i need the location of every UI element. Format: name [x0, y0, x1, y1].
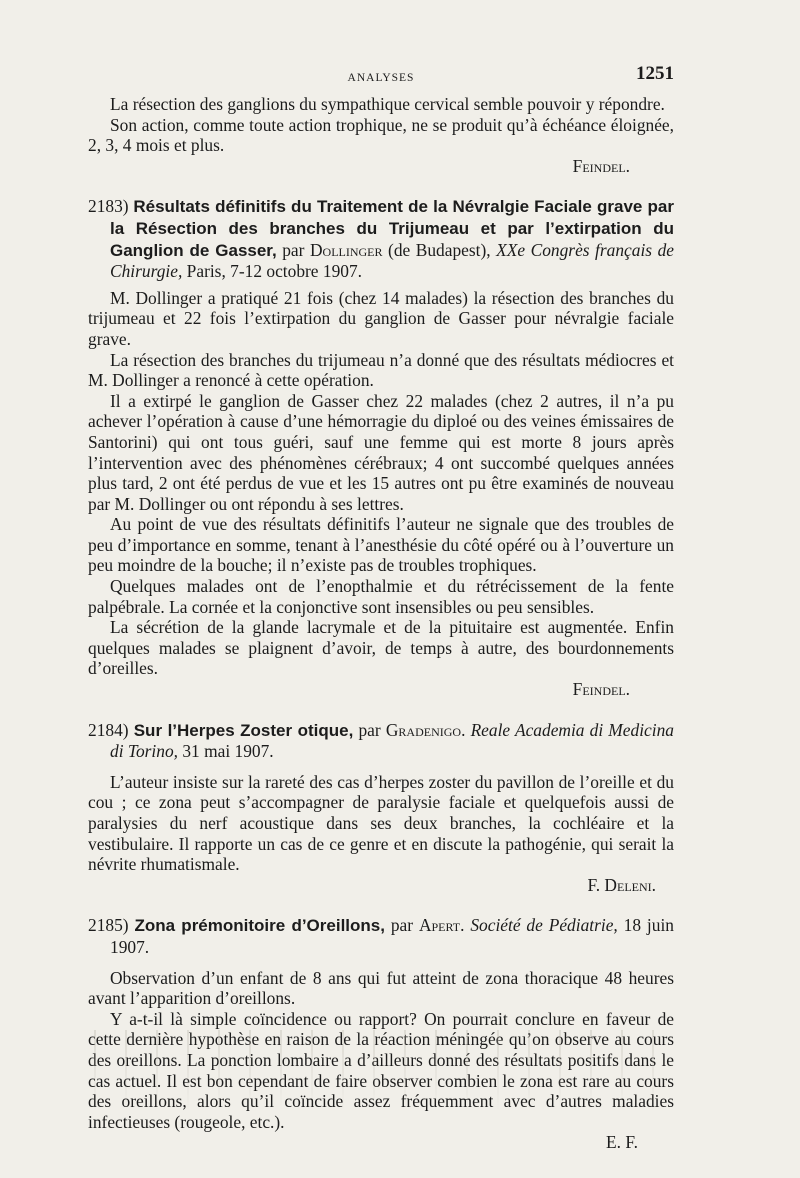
abstract-entry-2183 — [88, 196, 674, 699]
entry-paragraph: Quelques malades ont de l’enopthalmie et du rétrécissement de la fente palpébrale. La cornée et la conjonctive sont insensibles ou peu sensibles. — [88, 576, 674, 617]
entry-paragraph: L’auteur insiste sur la rareté des cas d’herpes zoster du pavillon de l’oreille et du cou ; ce zona peut s’accompagner de paralysie faciale et quelquefois aussi de paralysies du nerf acoustique dans ses deux branches, la cochléaire et la vestibulaire. Il rapporte un cas de ce genre et en discute la pathogénie, qui serait la névrite rhumatismale. — [88, 771, 674, 875]
abstract-entry-2184 — [88, 720, 674, 896]
entry-paragraph: La résection des branches du trijumeau n’a donné que des résultats médiocres et M. Dollinger a renoncé à cette opération. — [88, 349, 674, 391]
entry-date: Paris, 7-12 octobre 1907. — [186, 261, 362, 282]
entry-number: 2185) — [88, 915, 129, 936]
entry-source: Société de Pédiatrie, — [470, 915, 618, 936]
entry-by: par — [282, 239, 305, 260]
running-title: ANALYSES — [347, 72, 415, 84]
entry-title: Zona prémonitoire d’Oreillons, — [134, 916, 385, 936]
entry-signature: E. F. — [606, 1132, 638, 1153]
entry-by: par — [390, 915, 414, 936]
entry-signature: F. Deleni. — [587, 874, 656, 895]
entry-paragraph: Observation d’un enfant de 8 ans qui fut atteint de zona thoracique 48 heures avant l’apparition d’oreillons. — [88, 967, 674, 1009]
entry-number: 2183) — [88, 196, 129, 217]
entry-paragraph: Au point de vue des résultats définitifs l’auteur ne signale que des troubles de peu d’importance en somme, tenant à l’anesthésie du côté opéré ou à l’ouverture un peu moindre de la bouche; il n’existe pas de troubles trophiques. — [88, 514, 674, 576]
entry-paragraph: Y a-t-il là simple coïncidence ou rapport? On pourrait conclure en faveur de cette dernière hypothèse en raison de la réaction méningée qu’on observe au cours des oreillons. La ponction lombaire a d’ailleurs donné des résultats positifs dans le cas actuel. Il est bon cependant de faire observer combien le zona est rare au cours des oreillons, alors qu’il coïncide assez fréquemment avec d’autres maladies infectieuses (rougeole, etc.). — [88, 1008, 674, 1132]
entry-source: Reale Academia di Medicina di Torino, — [110, 719, 674, 762]
entry-by: par — [358, 719, 381, 740]
entry-signature-row — [88, 679, 674, 700]
entry-date: 18 juin 1907. — [110, 915, 674, 957]
intro-line-2: Son action, comme toute action trophique, ne se produit qu’à échéance éloignée, 2, 3, 4 mois et plus. — [88, 114, 674, 156]
page-number: 1251 — [636, 63, 674, 84]
entry-heading — [88, 196, 674, 281]
intro-line-1: La résection des ganglions du sympathique cervical semble pouvoir y répondre. — [110, 94, 665, 114]
intro-signature: Feindel. — [572, 155, 630, 176]
text-column — [88, 62, 674, 1153]
entry-number: 2184) — [88, 719, 129, 740]
entry-signature-row — [88, 875, 674, 896]
entry-affiliation: (de Budapest), — [388, 239, 491, 260]
show-through-texture — [80, 1030, 680, 1110]
entry-title: Résultats définitifs du Traitement de la Névralgie Faciale grave par la Résection des branches du Trijumeau et par l’extirpation du Ganglion de Gasser, — [110, 197, 674, 260]
entry-signature-row — [88, 1132, 674, 1153]
entry-author: Gradenigo. — [385, 719, 466, 740]
entry-signature: Feindel. — [572, 679, 630, 700]
entry-heading — [88, 720, 674, 762]
intro-signature-row — [88, 156, 674, 177]
entry-paragraph: La sécrétion de la glande lacrymale et de la pituitaire est augmentée. Enfin quelques malades se plaignent d’avoir, de temps à autre, des bourdonnements d’oreilles. — [88, 617, 674, 679]
entry-author: Dollinger — [309, 239, 383, 260]
entry-heading — [88, 915, 674, 957]
entry-title: Sur l’Herpes Zoster otique, — [133, 720, 354, 740]
entry-source: XXe Congrès français de Chirurgie, — [110, 239, 674, 282]
entry-author: Apert. — [418, 915, 465, 936]
running-head — [88, 62, 674, 94]
entry-date: 31 mai 1907. — [182, 741, 274, 762]
entry-paragraph: Il a extirpé le ganglion de Gasser chez 22 malades (chez 2 autres, il n’a pu achever l’opération à cause d’une hémorragie du diploé ou des veines émissaires de Santorini) qui ont tous guéri, sauf une femme qui est morte 8 jours après l’intervention avec des phénomènes cérébraux; 4 ont succombé quelques années plus tard, 2 ont été perdus de vue et les 15 autres ont pu être examinés de nouveau par M. Dollinger ou ont répondu à ses lettres. — [88, 390, 674, 514]
entry-paragraph: M. Dollinger a pratiqué 21 fois (chez 14 malades) la résection des branches du trijumeau et 22 fois l’extirpation du ganglion de Gasser pour névralgie faciale grave. — [88, 287, 674, 349]
